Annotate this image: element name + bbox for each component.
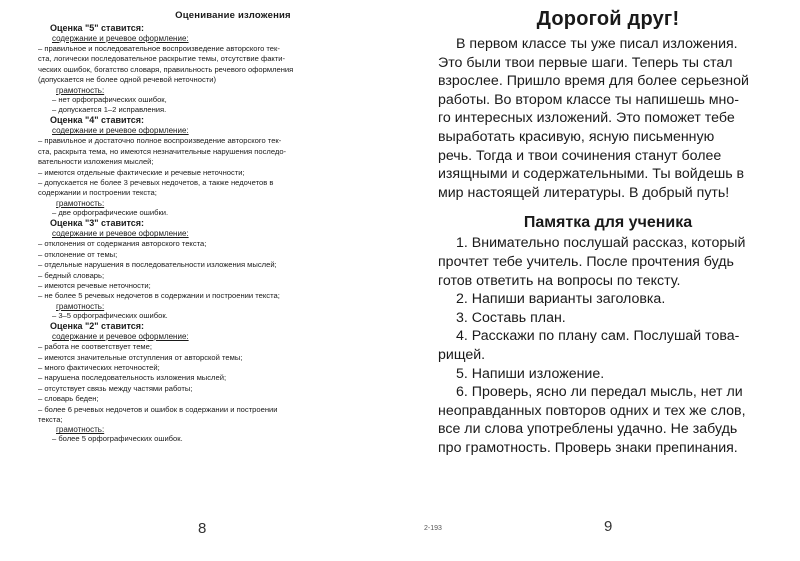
memo-line: прочтет тебе учитель. После прочтения будь: [438, 253, 734, 270]
greeting-line: взрослее. Пришло время для более серьезной: [438, 73, 749, 90]
grade-3-content-line: – имеются речевые неточности;: [38, 280, 151, 290]
greeting-title: Дорогой друг!: [536, 8, 680, 30]
left-page-title: Оценивание изложения: [175, 10, 291, 21]
right-page-content: [438, 8, 778, 457]
grade-2-grammar-heading: грамотность:: [56, 425, 105, 435]
grade-4-grammar-heading: грамотность:: [56, 198, 105, 208]
grade-2-section: [38, 321, 388, 445]
grade-3-content-line: – отдельные нарушения в последовательности изложения мыслей;: [38, 260, 277, 270]
memo-title: Памятка для ученика: [523, 214, 693, 232]
grade-2-content-line: – нарушена последовательность изложения мыслей;: [38, 373, 227, 383]
memo-line: рищей.: [438, 346, 486, 363]
grade-2-title: Оценка "2" ставится:: [50, 321, 145, 332]
greeting-line: В первом классе ты уже писал изложения.: [456, 36, 738, 52]
greeting-line: работы. Во втором классе ты напишешь мно-: [438, 91, 740, 108]
grade-5-content-line: – правильное и последовательное воспроизведение авторского тек-: [38, 44, 280, 53]
grade-2-content-line: – отсутствует связь между частями работы;: [38, 383, 193, 393]
right-page: [400, 0, 800, 561]
grade-2-content-line: – более 6 речевых недочетов и ошибок в содержании и построении: [38, 404, 278, 414]
grade-3-grammar-heading: грамотность:: [56, 301, 105, 311]
grade-4-grammar-line: – две орфографические ошибки.: [52, 207, 169, 217]
grade-2-content-line: текста;: [38, 414, 63, 424]
memo-line: 3. Составь план.: [456, 309, 566, 326]
memo-line: готов ответить на вопросы по тексту.: [438, 272, 681, 289]
memo-line: неоправданных повторов одних и тех же слов,: [438, 402, 746, 419]
grade-4-title: Оценка "4" ставится:: [50, 115, 145, 126]
grade-5-content-line: (допускается не более одной речевой неточности): [38, 75, 217, 85]
grade-4-content-line: вательности изложения мыслей;: [38, 157, 154, 167]
grade-3-content-line: – не более 5 речевых недочетов в содержании и построении текста;: [38, 291, 280, 301]
grade-2-grammar-line: – более 5 орфографических ошибок.: [52, 434, 183, 444]
memo-line: 2. Напиши варианты заголовка.: [456, 291, 666, 308]
grade-2-content-line: – работа не соответствует теме;: [38, 342, 152, 352]
grade-2-content-line: – имеются значительные отступления от авторской темы;: [38, 352, 243, 362]
grade-4-content-line: – имеются отдельные фактические и речевые неточности;: [38, 167, 245, 177]
grade-2-content-heading: содержание и речевое оформление:: [52, 332, 189, 342]
greeting-line: изящными и содержательными. Ты войдешь в: [438, 166, 745, 183]
greeting-line: го интересных изложений. Это поможет тебе: [438, 110, 735, 127]
grade-3-section: [38, 218, 388, 321]
memo-line: про грамотность. Проверь знаки препинания.: [438, 439, 738, 456]
grade-3-title: Оценка "3" ставится:: [50, 218, 145, 229]
grade-5-content-line: ста, логически последовательное раскрытие темы, отсутствие факти-: [38, 54, 286, 64]
grade-3-content-line: – отклонения от содержания авторского текста;: [38, 239, 207, 249]
grade-5-section: [38, 23, 388, 115]
grade-3-content-line: – бедный словарь;: [38, 270, 105, 280]
greeting-line: речь. Тогда и твои сочинения станут более: [438, 147, 722, 164]
right-page-number: 9: [604, 518, 613, 535]
grade-4-content-line: ста, раскрыта тема, но имеются незначительные нарушения последо-: [38, 146, 287, 156]
grade-3-grammar-line: – 3–5 орфографических ошибок.: [52, 310, 168, 320]
grade-3-content-line: – отклонение от темы;: [38, 249, 118, 259]
print-code: 2-193: [424, 525, 442, 532]
left-page-number: 8: [198, 520, 207, 537]
grade-4-content-line: – правильное и достаточно полное воспроизведение авторского тек-: [38, 136, 282, 146]
grade-4-section: [38, 115, 388, 218]
greeting-line: Это были твои первые шаги. Теперь ты стал: [438, 54, 733, 71]
grade-2-content-line: – много фактических неточностей;: [38, 362, 160, 372]
memo-line: все ли слова употреблены удачно. Не забудь: [438, 421, 738, 438]
grade-5-content-heading: содержание и речевое оформление:: [52, 34, 189, 43]
greeting-line: мир настоящей литературы. В добрый путь!: [438, 184, 730, 201]
grade-5-grammar-line: – допускается 1–2 исправления.: [52, 105, 167, 115]
greeting-line: выработать красивую, ясную письменную: [438, 128, 715, 145]
grade-4-content-heading: содержание и речевое оформление:: [52, 126, 189, 136]
grade-4-content-line: содержании и построении текста;: [38, 188, 157, 198]
left-page-content: [38, 10, 388, 445]
grade-3-content-heading: содержание и речевое оформление:: [52, 229, 189, 239]
memo-line: 1. Внимательно послушай рассказ, который: [456, 235, 746, 252]
grade-5-title: Оценка "5" ставится:: [50, 23, 145, 33]
grade-2-content-line: – словарь беден;: [38, 394, 99, 404]
grade-5-grammar-line: – нет орфографических ошибок,: [52, 94, 167, 104]
memo-line: 5. Напиши изложение.: [456, 365, 605, 382]
grade-5-grammar-heading: грамотность:: [56, 85, 105, 95]
memo-line: 4. Расскажи по плану сам. Послушай това-: [456, 328, 740, 345]
grade-5-content-line: ческих ошибок, богатство словаря, правильность речевого оформления: [38, 64, 294, 74]
grade-4-content-line: – допускается не более 3 речевых недочетов, а также недочетов в: [38, 178, 274, 188]
memo-line: 6. Проверь, ясно ли передал мысль, нет ли: [456, 384, 743, 401]
